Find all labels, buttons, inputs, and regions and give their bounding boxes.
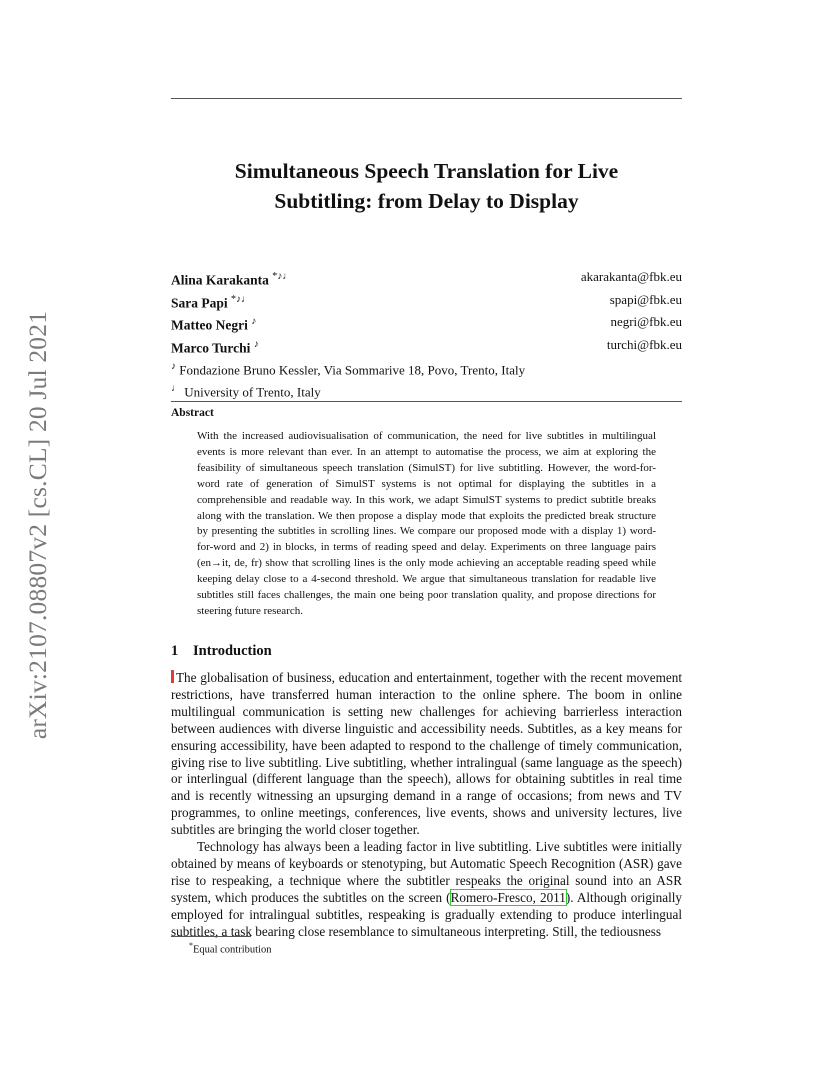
author-email[interactable]: turchi@fbk.eu [606, 336, 682, 352]
citation-author: Romero-Fresco [450, 889, 533, 905]
paper-title [171, 156, 682, 216]
author-email[interactable]: spapi@fbk.eu [609, 291, 682, 307]
title-line-2: Subtitling: from Delay to Display [274, 189, 579, 213]
affiliation [171, 379, 682, 401]
abstract-text: With the increased audiovisualisation of communication, the need for live subtitles in multilingual events is more relevant than ever. In an attempt to automatise the process, we aim at exploring the feasibility of simultaneous speech translation (SimulST) for live subtitling. However, the word-for-word rate of generation of SimulST systems is not optimal for displaying the subtitles in a comprehensible and readable way. In this work, we adapt SimulST systems to predict subtitle breaks along with the translation. We then propose a display mode that exploits the predicted break structure by presenting the subtitles in scrolling lines. We compare our proposed mode with a display 1) word-for-word and 2) in blocks, in terms of reading speed and delay. Experiments on three language pairs (en→it, de, fr) show that scrolling lines is the only mode achieving an acceptable reading speed while keeping delay close to a 4-second threshold. We argue that simultaneous translation for readable live subtitles still faces challenges, the main one being poor translation quality, and propose directions for steering future research. [197, 430, 656, 617]
author-email[interactable]: negri@fbk.eu [610, 314, 682, 329]
paragraph-text: The globalisation of business, education and entertainment, together with the recent movement restrictions, have transferred human interaction to the online sphere. The boom in online multilingual communication is setting new challenges for achieving barrierless interaction between audiences with diverse linguistic and accessibility needs. Subtitles, as a key means for ensuring accessibility, have been adapted to respond to the challenge of timely communication, giving rise to live subtitling. Live subtitling, whether intralingual (same language as the speech) or interlingual (different language than the speech), allows for obtaining subtitles in real time and is recently witnessing an upsurging demand in a range of occasions; from news and TV programmes, to online meetings, conferences, live events, shows and university lectures, live subtitles are bringing the world closer together. [171, 670, 682, 838]
paragraph [171, 670, 682, 839]
section-heading [171, 643, 272, 660]
author-name: Matteo Negri [171, 317, 248, 333]
introduction-body [171, 670, 682, 941]
author-marks: *♪♩ [272, 271, 293, 282]
author-marks: ♪ [251, 316, 257, 327]
author-name: Sara Papi [171, 295, 228, 310]
affiliation-text: University of Trento, Italy [184, 384, 321, 400]
author-row [171, 267, 682, 290]
arxiv-sidebar-stamp [21, 290, 55, 760]
author-row [171, 312, 682, 335]
footnote-text: Equal contribution [193, 944, 272, 956]
paragraph-text: ). Although originally employed for intralingual subtitles, respeaking is gradually extending to produce interlingual subtitles, a task bearing close resemblance to simultaneous interpreting. Still, the tediousness [171, 889, 683, 939]
affiliation-mark: ♩ [171, 383, 181, 395]
author-row [171, 290, 682, 313]
section-title: Introduction [193, 643, 272, 659]
affiliation [171, 357, 682, 379]
footnote-mark: * [189, 941, 193, 950]
author-block [171, 267, 682, 402]
affiliation-text: Fondazione Bruno Kessler, Via Sommarive 18, Povo, Trento, Italy [179, 362, 526, 378]
citation-separator: , [532, 889, 540, 905]
abstract-rule [171, 401, 682, 402]
citation-link[interactable] [451, 890, 566, 905]
citation-year: 2011 [539, 889, 566, 905]
paragraph-text: Technology has always been a leading factor in live subtitling. Live subtitles were initially obtained by means of keyboards or stenotyping, but Automatic Speech Recognition (ASR) gave rise to respeaking, a technique where the subtitler respeaks the original sound into an ASR system, which produces the subtitles on the screen ( [171, 839, 682, 905]
author-row [171, 335, 682, 358]
author-email[interactable]: akarakanta@fbk.eu [580, 269, 682, 284]
author-name: Alina Karakanta [171, 272, 269, 288]
affiliation-mark: ♪ [171, 361, 176, 372]
author-name: Marco Turchi [171, 340, 251, 355]
header-rule [171, 98, 682, 99]
change-marker [171, 670, 174, 683]
footnote-rule [171, 936, 251, 937]
abstract-heading: Abstract [171, 407, 214, 419]
footnote [189, 941, 271, 956]
section-number: 1 [171, 643, 179, 659]
arxiv-id-text: arXiv:2107.08807v2 [cs.CL] 20 Jul 2021 [23, 310, 53, 740]
title-line-1: Simultaneous Speech Translation for Live [234, 159, 619, 183]
author-marks: *♪♩ [231, 293, 252, 305]
author-marks: ♪ [253, 338, 259, 350]
paragraph [171, 839, 682, 940]
